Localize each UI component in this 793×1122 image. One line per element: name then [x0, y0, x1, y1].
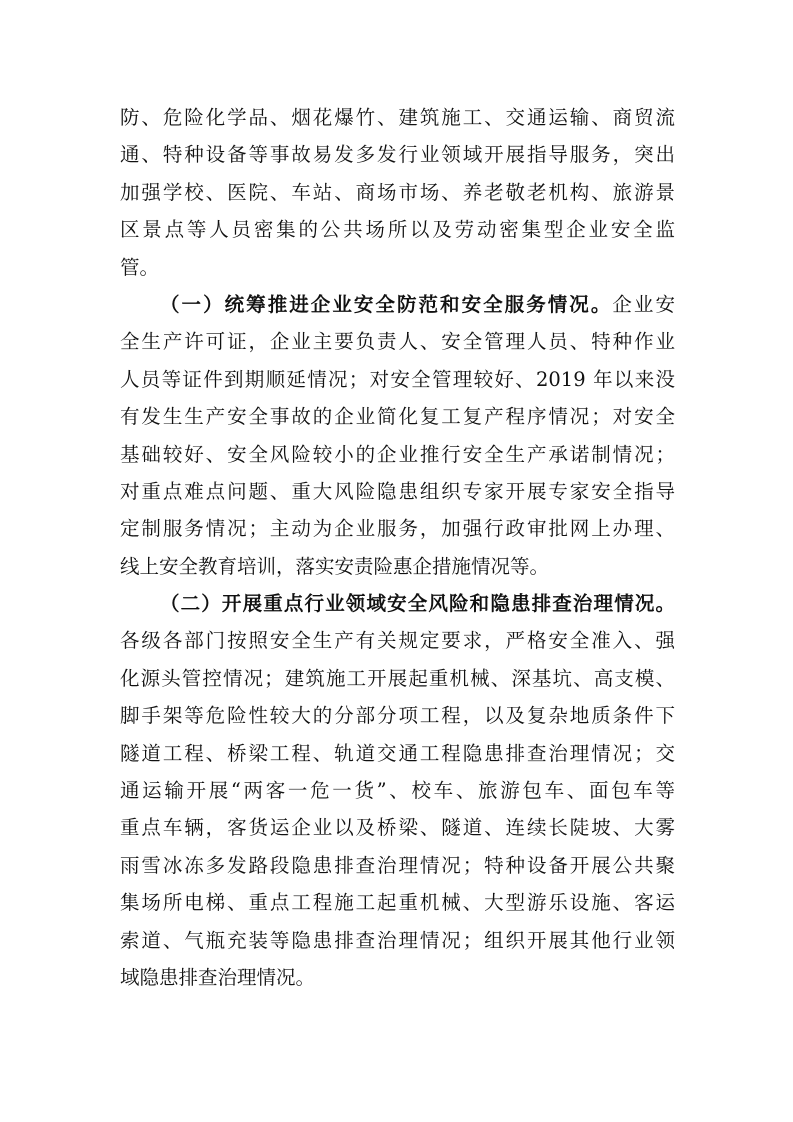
text-line: 域隐患排查治理情况。: [120, 965, 316, 989]
text-line: 重点车辆，客货运企业以及桥梁、隧道、连续长陡坡、大雾: [120, 816, 675, 840]
text-line: 有发生生产安全事故的企业简化复工复产程序情况；对安全: [120, 405, 675, 429]
text-line: 各级各部门按照安全生产有关规定要求，严格安全准入、强: [120, 629, 675, 653]
text-line: 雨雪冰冻多发路段隐患排查治理情况；特种设备开展公共聚: [120, 853, 675, 877]
section-2-first-line: [120, 585, 675, 622]
text-line: 索道、气瓶充装等隐患排查治理情况；组织开展其他行业领: [120, 928, 675, 952]
text-line: 化源头管控情况；建筑施工开展起重机械、深基坑、高支模、: [120, 666, 675, 690]
section-1-heading: （一）统筹推进企业安全防范和安全服务情况。: [160, 292, 613, 316]
text-line: 区景点等人员密集的公共场所以及劳动密集型企业安全监: [120, 218, 675, 242]
text-line: 加强学校、医院、车站、商场市场、养老敬老机构、旅游景: [120, 180, 675, 204]
section-1-first-line: [120, 286, 675, 323]
text-line: 脚手架等危险性较大的分部分项工程，以及复杂地质条件下: [120, 704, 675, 728]
section-2-heading: （二）开展重点行业领域安全风险和隐患排查治理情况。: [160, 592, 675, 616]
section-1-first-line-rest: 企业安: [612, 292, 675, 316]
text-line: 线上安全教育培训，落实安责险惠企措施情况等。: [120, 554, 550, 578]
text-line: 基础较好、安全风险较小的企业推行安全生产承诺制情况；: [120, 442, 675, 466]
paragraph-section-2: [120, 585, 675, 996]
paragraph-intro-continuation: [120, 99, 675, 286]
document-body: [120, 99, 675, 996]
text-line: 隧道工程、桥梁工程、轨道交通工程隐患排查治理情况；交: [120, 741, 675, 765]
text-line: 通运输开展“两客一危一货”、校车、旅游包车、面包车等: [120, 779, 675, 803]
text-line: 全生产许可证，企业主要负责人、安全管理人员、特种作业: [120, 330, 675, 354]
text-line: 管。: [120, 255, 160, 279]
text-line: 防、危险化学品、烟花爆竹、建筑施工、交通运输、商贸流: [120, 106, 675, 129]
paragraph-section-1: [120, 286, 675, 585]
text-line: 通、特种设备等事故易发多发行业领域开展指导服务，突出: [120, 143, 675, 167]
text-line: 对重点难点问题、重大风险隐患组织专家开展专家安全指导: [120, 479, 675, 503]
text-line: 集场所电梯、重点工程施工起重机械、大型游乐设施、客运: [120, 891, 675, 915]
text-line: 定制服务情况；主动为企业服务，加强行政审批网上办理、: [120, 517, 675, 541]
text-line: 人员等证件到期顺延情况；对安全管理较好、2019 年以来没: [120, 367, 675, 391]
